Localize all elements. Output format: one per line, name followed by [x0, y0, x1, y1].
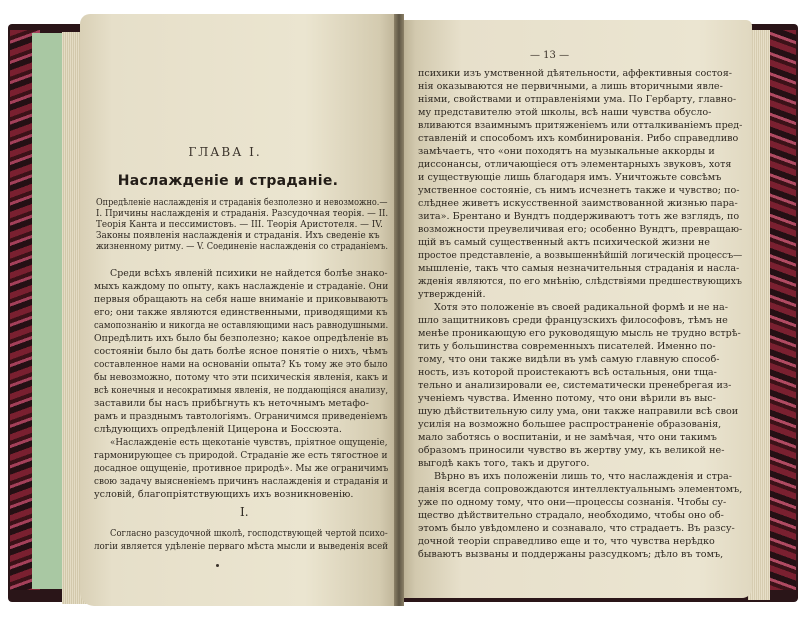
body-line: мышленіе, такъ что самыя незначительныя страданія и насла- — [418, 263, 740, 274]
body-line: самопознанію и никогда не оставляющими насъ равнодушными. — [94, 320, 389, 331]
body-line: мало заботясь о воспитаніи, и не замѣчая, что они такимъ — [418, 432, 717, 443]
body-line: свою задачу выясненіемъ причинъ наслажденія и страданія и — [94, 476, 389, 487]
body-line: зита». Брентано и Вундтъ поддерживаютъ тотъ же взглядъ, по — [418, 211, 740, 222]
body-line: тельно и анализировали ее, систематически пренебрегая из- — [418, 380, 732, 391]
body-line: умственное состояніе, съ нимъ исчезнетъ также и чувство; по- — [418, 185, 740, 196]
summary-line: Теорія Канта и пессимистовъ. — III. Теорія Аристотеля. — IV. — [96, 220, 383, 230]
chapter-title: Наслажденіе и страданіе. — [117, 173, 339, 189]
body-line: и существующіе лишь благодаря имъ. Уничтожьте совсѣмъ — [418, 172, 722, 183]
body-line: вливаются взаимнымъ притяженіемъ или отталкиваніемъ пред- — [418, 120, 743, 131]
body-line: му представителю этой школы, всѣ наши чувства обусло- — [418, 107, 712, 118]
chapter-number: ГЛАВА I. — [188, 145, 262, 159]
body-line: ученіемъ чувства. Именно потому, что они вѣрили въ выс- — [418, 393, 716, 404]
body-line: Вѣрно въ ихъ положеніи лишь то, что наслажденія и стра- — [434, 471, 733, 482]
body-line: первыя обращають на себя наше вниманіе и приковываютъ — [94, 294, 388, 305]
body-line: всѣ конечныя и несократимыя явленія, не поддающіяся анализу, — [94, 385, 389, 396]
body-line: щество дѣйствительно страдало, необходимо, чтобы оно об- — [418, 510, 724, 521]
body-line: заставили бы насъ прибѣгнуть къ неточнымъ метафо- — [94, 398, 369, 409]
section-line: логіи является удѣленіе перваго мѣста мысли и выведенія всей — [94, 541, 389, 552]
summary-line: I. Причины наслажденія и страданія. Разсудочная теорія. — II. — [96, 209, 389, 219]
body-line: жденія являются, по его мнѣнію, слѣдствіями предшествующихъ — [418, 276, 742, 287]
body-line: ставленій и способомъ ихъ комбинированія. Рибо справедливо — [418, 133, 739, 144]
body-line: утвержденій. — [418, 289, 486, 300]
page-number: — 13 — — [530, 50, 570, 61]
body-line: шую дѣйствительную силу ума, они также направили всѣ свои — [418, 406, 739, 417]
book-gutter — [394, 14, 404, 606]
body-line: мыхъ каждому по опыту, какъ наслажденіе и страданіе. Они — [94, 281, 389, 292]
body-line: возможности преувеличивая его; особенно Вундтъ, превращаю- — [418, 224, 743, 235]
body-line: Опредѣлить ихъ было бы безполезно; какое опредѣленіе въ — [94, 333, 389, 344]
body-line: диссонансы, отличающіеся отъ элементарныхъ звуковъ, хотя — [418, 159, 732, 170]
body-line: щій въ самый существенный актъ психической жизни не — [418, 237, 710, 248]
body-line: ніями, свойствами и отправленіями ума. По Гербарту, главно- — [418, 94, 737, 105]
body-line: тить у большинства современныхъ писателей. Именно по- — [418, 341, 716, 352]
body-line: рамъ и празднымъ тавтологіямъ. Ограничимся приведеніемъ — [94, 411, 388, 422]
print-mark — [216, 564, 219, 567]
body-line: гармонирующее съ природой. Страданіе же есть тягостное и — [94, 450, 388, 461]
body-line: шло защитниковъ среди французскихъ философовъ, тѣмъ не — [418, 315, 728, 326]
body-line: условій, благопріятствующихъ ихъ возникновенію. — [94, 489, 354, 500]
body-line: «Наслажденіе есть щекотаніе чувствъ, пріятное ощущеніе, — [110, 437, 388, 448]
body-line: Среди всѣхъ явленій психики не найдется болѣе знако- — [110, 268, 388, 279]
body-line: Хотя это положеніе въ своей радикальной формѣ и не на- — [434, 302, 728, 313]
body-line: ность, изъ которой проистекаютъ всѣ остальныя, они тща- — [418, 367, 717, 378]
body-line: этомъ было увѣдомлено и сознавало, что страдаетъ. Въ разсу- — [418, 523, 735, 534]
body-line: слѣднее живетъ искусственной заимствованной жизнью пара- — [418, 198, 738, 209]
body-line: образомъ приносили чувство въ жертву уму, къ великой не- — [418, 445, 725, 456]
body-line: простое представленіе, а возвышеннѣйшій логическій процессъ— — [418, 250, 743, 261]
body-line: слѣдующихъ опредѣленій Цицерона и Боссюэта. — [94, 424, 342, 435]
marbled-edge-right — [766, 30, 796, 590]
summary-line: Законы появленія наслажденія и страданія. Ихъ сведеніе къ — [96, 231, 380, 241]
body-line: психики изъ умственной дѣятельности, аффективныя состоя- — [418, 68, 732, 79]
body-line: замѣчаетъ, что «они походятъ на музыкальные аккорды и — [418, 146, 715, 157]
body-line: тому, что они также видѣли въ умѣ самую главную способ- — [418, 354, 720, 365]
summary-line: жизненному ритму. — V. Соединеніе наслажденія со страданіемъ. — [96, 242, 388, 252]
body-line: составленное нами на основаніи опыта? Къ тому же это было — [94, 359, 388, 370]
body-line: нія оказываются не первичными, а лишь вторичными явле- — [418, 81, 723, 92]
section-numeral: I. — [240, 505, 249, 519]
body-line: бы невозможно, потому что эти психическія явленія, какъ и — [94, 372, 388, 383]
summary-line: Опредѣленіе наслажденія и страданія безполезно и невозможно.— — [96, 198, 388, 208]
body-line: данія всегда сопровождаются интеллектуальнымъ элементомъ, — [418, 484, 743, 495]
section-line: Согласно разсудочной школѣ, господствующей чертой психо- — [110, 528, 388, 539]
body-line: менѣе проникающую его руководящую мысль не трудно встрѣ- — [418, 328, 741, 339]
body-line: бываютъ вызваны и поддержаны разсудкомъ; дѣло въ томъ, — [418, 549, 724, 560]
body-line: уже по одному тому, что они—процессы сознанія. Чтобы су- — [418, 497, 727, 508]
body-line: состояніи было бы дать болѣе ясное понятіе о нихъ, чѣмъ — [94, 346, 388, 357]
body-line: выгодѣ какъ того, такъ и другого. — [418, 458, 590, 469]
body-line: досадное ощущеніе, противное природѣ». Мы же ограничимъ — [94, 463, 389, 474]
body-line: дочной теоріи справедливо еще и то, что чувства нерѣдко — [418, 536, 715, 547]
body-line: его; они также являются единственными, приводящими къ — [94, 307, 388, 318]
body-line: усилія на возможно большее распространеніе образованія, — [418, 419, 722, 430]
